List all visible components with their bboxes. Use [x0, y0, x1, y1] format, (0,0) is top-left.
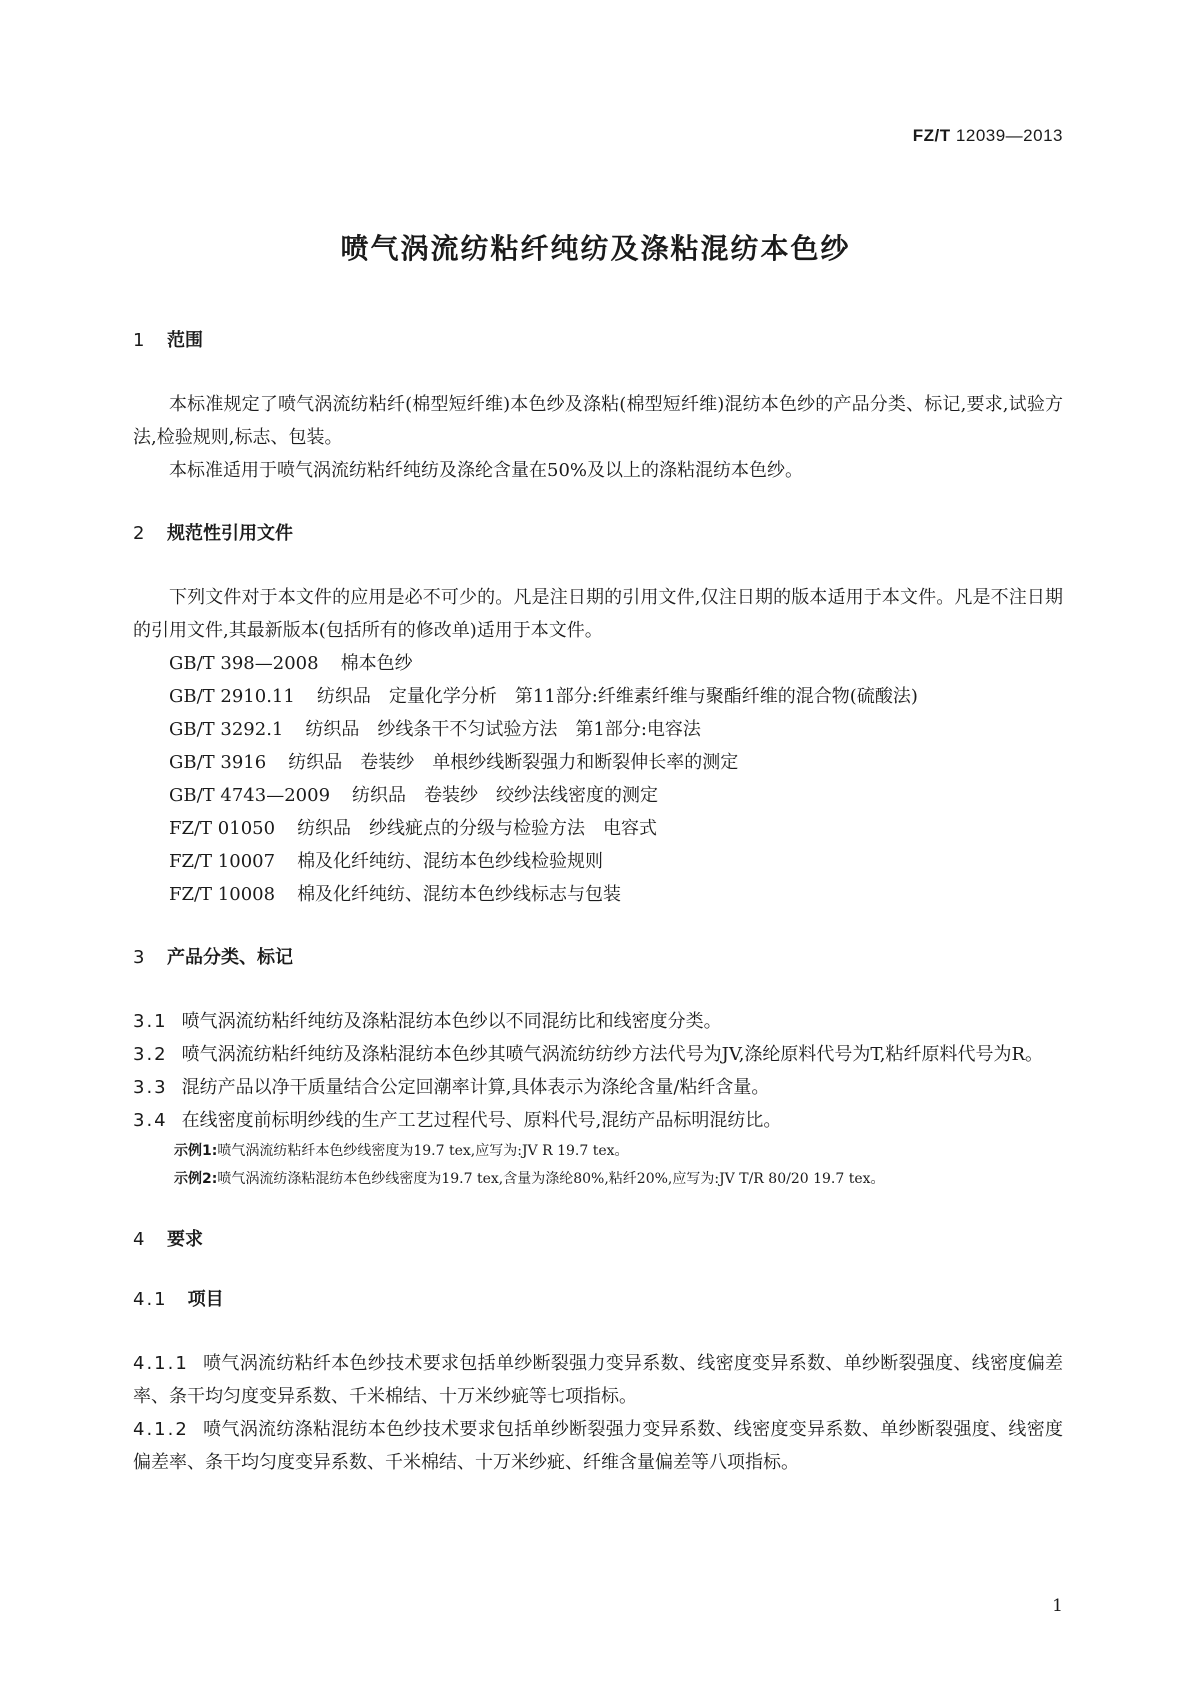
- paragraph: 本标准适用于喷气涡流纺粘纤纯纺及涤纶含量在50%及以上的涤粘混纺本色纱。: [169, 460, 804, 481]
- reference-code: GB/T 4743—2009: [169, 785, 331, 806]
- example-label: 示例1:: [174, 1143, 218, 1159]
- section-number: 4: [133, 1229, 145, 1250]
- reference-item: [133, 812, 1063, 845]
- reference-title: 棉及化纤纯纺、混纺本色纱线标志与包装: [297, 884, 622, 905]
- page-number: 1: [1052, 1596, 1063, 1616]
- clause-3-4: [133, 1104, 1063, 1137]
- example-label: 示例2:: [174, 1171, 218, 1187]
- section-title: 产品分类、标记: [167, 947, 293, 968]
- reference-item: [133, 680, 1063, 713]
- section-number: 3: [133, 947, 145, 968]
- subsection-title: 项目: [187, 1289, 224, 1310]
- clause-4-1-2: [133, 1413, 1063, 1479]
- clause-number: 3.2: [133, 1044, 168, 1065]
- example-text: 喷气涡流纺涤粘混纺本色纱线密度为19.7 tex,含量为涤纶80%,粘纤20%,应写为:JV T/R 80/20 19.7 tex。: [217, 1171, 885, 1187]
- reference-code: GB/T 2910.11: [169, 686, 295, 707]
- document-title: 喷气涡流纺粘纤纯纺及涤粘混纺本色纱: [340, 232, 851, 265]
- reference-item: [133, 845, 1063, 878]
- reference-item: [133, 779, 1063, 812]
- reference-title: 纺织品 卷装纱 单根纱线断裂强力和断裂伸长率的测定: [288, 752, 739, 773]
- reference-code: FZ/T 10007: [169, 851, 276, 872]
- standard-number: 12039—2013: [955, 126, 1063, 145]
- reference-title: 纺织品 纱线条干不匀试验方法 第1部分:电容法: [305, 719, 701, 740]
- reference-item: [133, 713, 1063, 746]
- clause-4-1-1: [133, 1347, 1063, 1413]
- section-number: 1: [133, 330, 145, 351]
- reference-code: GB/T 3916: [169, 752, 267, 773]
- paragraph: 本标准规定了喷气涡流纺粘纤(棉型短纤维)本色纱及涤粘(棉型短纤维)混纺本色纱的产品分类、标记,要求,试验方法,检验规则,标志、包装。: [133, 394, 1063, 448]
- reference-code: FZ/T 01050: [169, 818, 276, 839]
- subsection-number: 4.1: [133, 1289, 168, 1310]
- clause-number: 3.3: [133, 1077, 168, 1098]
- section-heading-requirements: [133, 1227, 1063, 1253]
- reference-title: 棉及化纤纯纺、混纺本色纱线检验规则: [297, 851, 604, 872]
- clause-3-1: [133, 1005, 1063, 1038]
- section-title: 规范性引用文件: [167, 523, 293, 544]
- section-heading-normative-references: [133, 521, 1063, 547]
- example-text: 喷气涡流纺粘纤本色纱线密度为19.7 tex,应写为:JV R 19.7 tex。: [217, 1143, 629, 1159]
- clause-number: 3.1: [133, 1011, 168, 1032]
- reference-item: [133, 647, 1063, 680]
- example-1: [133, 1137, 1063, 1165]
- section-heading-scope: [133, 328, 1063, 354]
- reference-code: GB/T 3292.1: [169, 719, 284, 740]
- reference-item: [133, 878, 1063, 911]
- reference-list: [133, 647, 1063, 911]
- clause-3-2: [133, 1038, 1063, 1071]
- clause-number: 4.1.2: [133, 1419, 189, 1440]
- example-2: [133, 1165, 1063, 1193]
- clause-text: 喷气涡流纺粘纤本色纱技术要求包括单纱断裂强力变异系数、线密度变异系数、单纱断裂强度、线密度偏差率、条干均匀度变异系数、千米棉结、十万米纱疵等七项指标。: [133, 1353, 1063, 1407]
- paragraph: 下列文件对于本文件的应用是必不可少的。凡是注日期的引用文件,仅注日期的版本适用于本文件。凡是不注日期的引用文件,其最新版本(包括所有的修改单)适用于本文件。: [133, 587, 1063, 641]
- standard-prefix: FZ/T: [912, 126, 951, 145]
- reference-item: [133, 746, 1063, 779]
- clause-text: 混纺产品以净干质量结合公定回潮率计算,具体表示为涤纶含量/粘纤含量。: [181, 1077, 770, 1098]
- clause-3-3: [133, 1071, 1063, 1104]
- section-number: 2: [133, 523, 145, 544]
- clause-text: 在线密度前标明纱线的生产工艺过程代号、原料代号,混纺产品标明混纺比。: [181, 1110, 782, 1131]
- document-body: [133, 328, 1063, 1479]
- section-title: 范围: [167, 330, 203, 351]
- section-heading-classification: [133, 945, 1063, 971]
- clause-text: 喷气涡流纺粘纤纯纺及涤粘混纺本色纱其喷气涡流纺纺纱方法代号为JV,涤纶原料代号为T,粘纤原料代号为R。: [181, 1044, 1044, 1065]
- reference-title: 纺织品 纱线疵点的分级与检验方法 电容式: [297, 818, 658, 839]
- reference-code: FZ/T 10008: [169, 884, 276, 905]
- clause-text: 喷气涡流纺涤粘混纺本色纱技术要求包括单纱断裂强力变异系数、线密度变异系数、单纱断裂强度、线密度偏差率、条干均匀度变异系数、千米棉结、十万米纱疵、纤维含量偏差等八项指标。: [133, 1419, 1063, 1473]
- reference-title: 棉本色纱: [340, 653, 413, 674]
- reference-code: GB/T 398—2008: [169, 653, 319, 674]
- reference-title: 纺织品 定量化学分析 第11部分:纤维素纤维与聚酯纤维的混合物(硫酸法): [316, 686, 918, 707]
- reference-title: 纺织品 卷装纱 绞纱法线密度的测定: [352, 785, 659, 806]
- clause-number: 3.4: [133, 1110, 168, 1131]
- clause-text: 喷气涡流纺粘纤纯纺及涤粘混纺本色纱以不同混纺比和线密度分类。: [181, 1011, 722, 1032]
- standard-code: [913, 126, 1063, 146]
- section-title: 要求: [167, 1229, 203, 1250]
- subsection-heading-items: [133, 1287, 1063, 1313]
- clause-number: 4.1.1: [133, 1353, 189, 1374]
